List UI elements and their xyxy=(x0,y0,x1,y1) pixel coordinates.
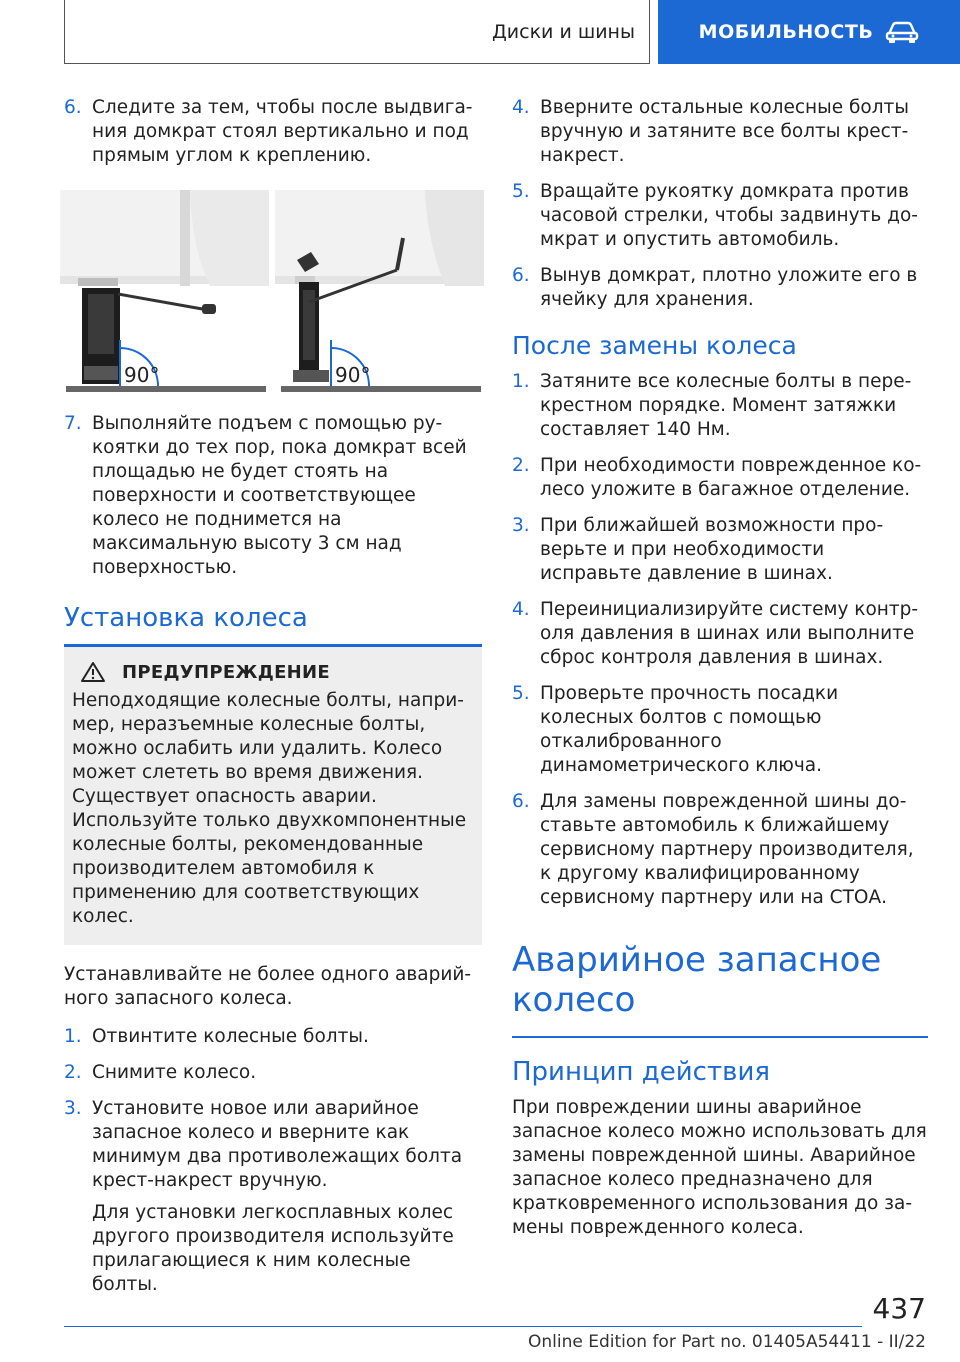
step-text: Снимите колесо. xyxy=(92,1062,257,1083)
step-text: Выполняйте подъем с помощью рукоятки до тех пор, пока домкрат всей площадью не будет стоять на поверхности и соответствующее колесо не поднимется на максимальную высоту 3 см над поверхностью. xyxy=(92,413,467,578)
step-number: 2. xyxy=(512,455,530,476)
warning-header xyxy=(72,661,474,683)
jack-panel-left xyxy=(60,190,269,394)
car-icon xyxy=(885,20,919,44)
step-text: Переинициализируйте систему контроля давления в шинах или выполните сброс контроля давления в шинах. xyxy=(540,599,919,668)
step-text: Вынув домкрат, плотно уложите его в ячейку для хранения. xyxy=(540,265,918,310)
step-number: 1. xyxy=(64,1026,82,1047)
step-number: 5. xyxy=(512,181,530,202)
step-text: Установите новое или аварийное запасное колесо и вверните как минимум два противолежащих болта крест-накрест вручную. xyxy=(92,1098,463,1191)
step-number: 4. xyxy=(512,599,530,620)
step-6-left xyxy=(64,96,482,168)
after-step-4 xyxy=(512,598,928,670)
left-column xyxy=(64,96,482,1309)
warning-box xyxy=(64,647,482,945)
step-text: Для замены поврежденной шины доставьте автомобиль к ближайшему сервисному партнеру производителя, к другому квалифицированному сервисному партнеру или на СТОА. xyxy=(540,791,914,908)
warning-triangle-icon xyxy=(80,661,106,683)
after-step-2 xyxy=(512,454,928,502)
step-number: 2. xyxy=(64,1062,82,1083)
step-number: 6. xyxy=(64,97,82,118)
lower-step-5 xyxy=(512,180,928,252)
warning-text: Неподходящие колесные болты, например, неразъемные колесные болты, можно ослабить или удалить. Колесо может слететь во время движения. Существует опасность аварии. Используйте только двухкомпонентные колесные болты, рекомендованные производителем автомобиля к применению для соответствующих колес. xyxy=(72,690,467,927)
warning-title: ПРЕДУПРЕЖДЕНИЕ xyxy=(122,661,331,683)
angle-label-right: 90° xyxy=(335,363,371,387)
sub-heading-principle: Принцип действия xyxy=(512,1057,770,1087)
install-step-3 xyxy=(64,1097,482,1297)
jack-panel-right xyxy=(275,190,484,394)
jack-illustration xyxy=(60,190,484,394)
step-text: Проверьте прочность посадки колесных болтов с помощью откалиброванного динамометрического ключа. xyxy=(540,683,839,776)
lower-step-4 xyxy=(512,96,928,168)
step-text: При необходимости поврежденное колесо уложите в багажное отделение. xyxy=(540,455,922,500)
step-number: 3. xyxy=(512,515,530,536)
page-number: 437 xyxy=(872,1292,926,1325)
chapter-tab xyxy=(658,0,960,64)
section-heading-wheel-install: Установка колеса xyxy=(64,603,308,633)
angle-label-left: 90° xyxy=(124,363,160,387)
step-note: Для установки легкосплавных колес другого производителя используйте прилагающиеся к ним колесные болты. xyxy=(92,1202,454,1295)
step-number: 1. xyxy=(512,371,530,392)
footer-divider xyxy=(64,1326,862,1327)
right-column xyxy=(512,96,928,1254)
chapter-title: МОБИЛЬНОСТЬ xyxy=(698,21,874,43)
step-number: 6. xyxy=(512,791,530,812)
edition-note: Online Edition for Part no. 01405A54411 - II/22 xyxy=(527,1332,926,1352)
after-step-1 xyxy=(512,370,928,442)
step-number: 6. xyxy=(512,265,530,286)
lower-step-6 xyxy=(512,264,928,312)
install-step-1 xyxy=(64,1025,482,1049)
after-step-5 xyxy=(512,682,928,778)
step-number: 7. xyxy=(64,413,82,434)
intro-paragraph: Устанавливайте не более одного аварийного запасного колеса. xyxy=(64,964,472,1009)
step-text: Вращайте рукоятку домкрата против часовой стрелки, чтобы задвинуть домкрат и опустить автомобиль. xyxy=(540,181,918,250)
install-step-2 xyxy=(64,1061,482,1085)
step-number: 4. xyxy=(512,97,530,118)
step-7-left xyxy=(64,412,482,580)
header-section-box xyxy=(64,0,650,64)
step-text: Следите за тем, чтобы после выдвигания домкрат стоял вертикально и под прямым углом к креплению. xyxy=(92,97,473,166)
principle-paragraph: При повреждении шины аварийное запасное колесо можно использовать для замены поврежденной шины. Аварийное запасное колесо предназначено для кратковременного использования до замены поврежденного колеса. xyxy=(512,1097,927,1238)
after-step-6 xyxy=(512,790,928,910)
main-heading-emergency-wheel: Аварийное запасное колесо xyxy=(512,940,928,1038)
step-text: При ближайшей возможности проверьте и при необходимости исправьте давление в шинах. xyxy=(540,515,884,584)
section-heading-after-change: После замены колеса xyxy=(512,331,797,360)
step-number: 3. xyxy=(64,1098,82,1119)
step-text: Затяните все колесные болты в перекрестном порядке. Момент затяжки составляет 140 Нм. xyxy=(540,371,912,440)
section-title: Диски и шины xyxy=(491,20,635,43)
after-step-3 xyxy=(512,514,928,586)
step-number: 5. xyxy=(512,683,530,704)
step-text: Отвинтите колесные болты. xyxy=(92,1026,369,1047)
step-text: Вверните остальные колесные болты вручную и затяните все болты крест-накрест. xyxy=(540,97,909,166)
